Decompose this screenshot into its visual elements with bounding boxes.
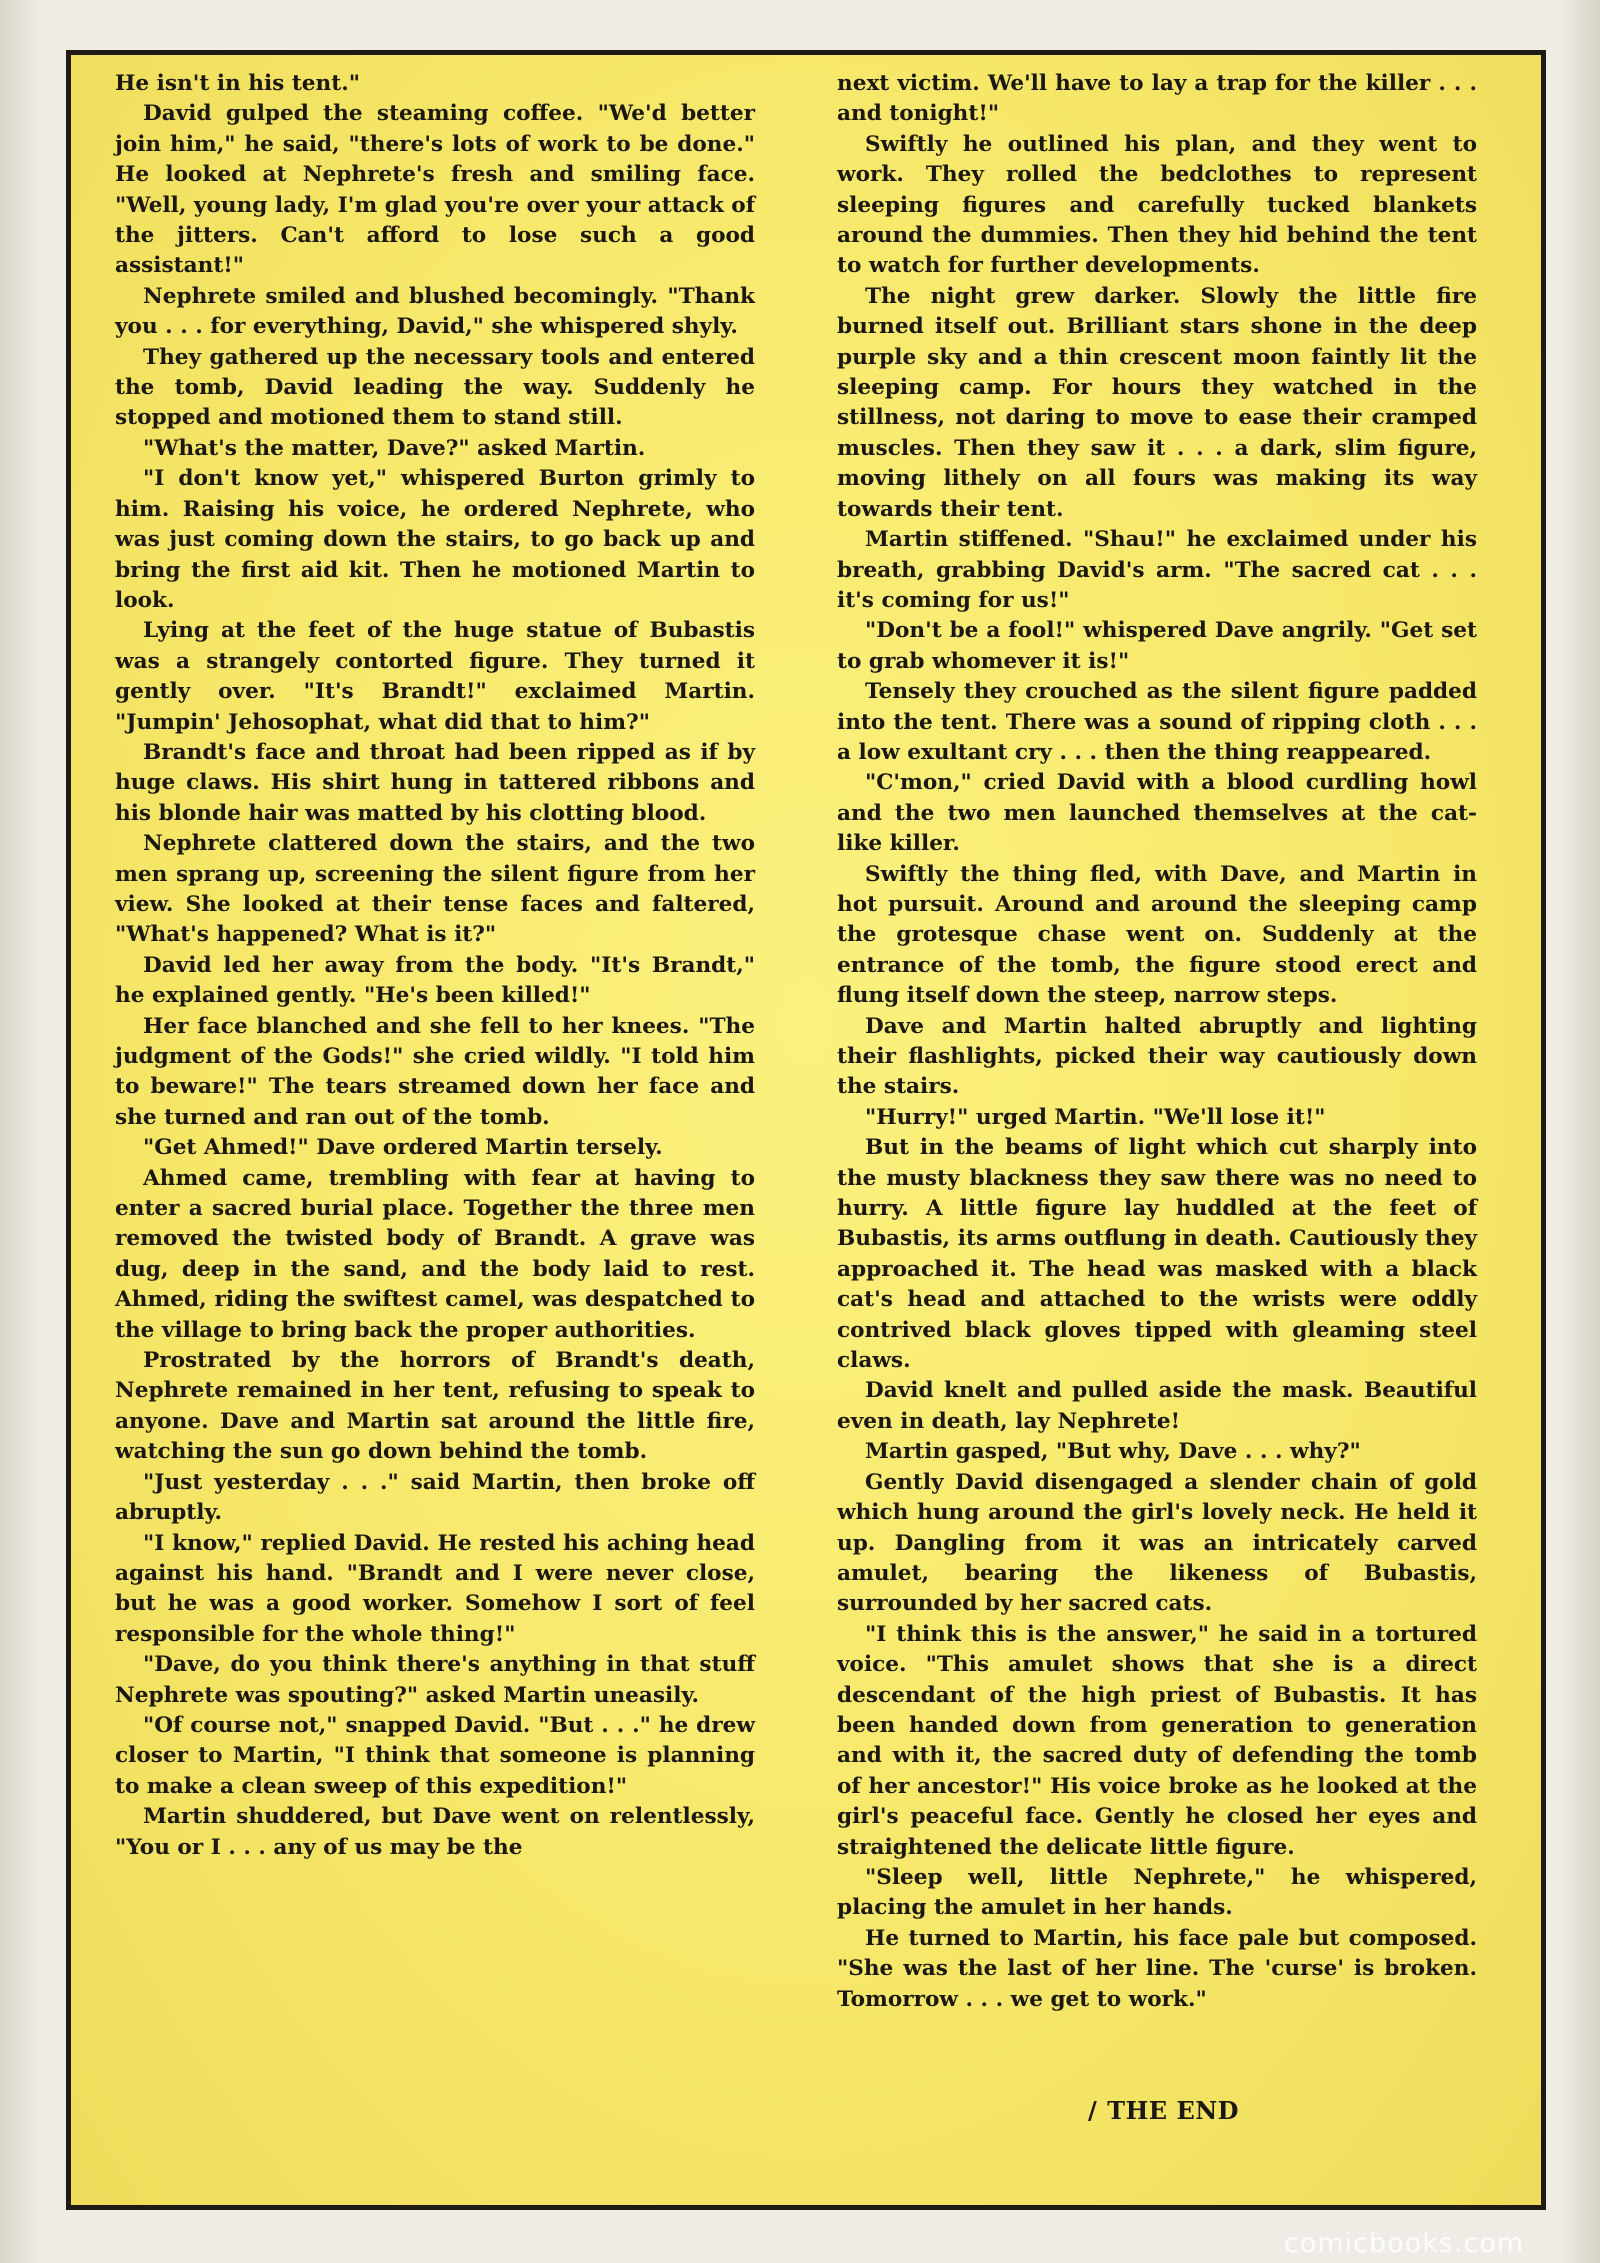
story-paragraph: He isn't in his tent.": [115, 71, 360, 96]
story-paragraph: Martin stiffened. "Shau!" he exclaimed under his breath, grabbing David's arm. "The sacred cat . . . it's coming for us!": [837, 527, 1477, 613]
story-paragraph: next victim. We'll have to lay a trap for the killer . . . and tonight!": [837, 71, 1477, 127]
story-paragraph: Brandt's face and throat had been ripped as if by huge claws. His shirt hung in tattered ribbons and his blonde hair was matted by his clotting blood.: [115, 739, 755, 826]
story-paragraph: The night grew darker. Slowly the little fire burned itself out. Brilliant stars shone in the deep purple sky and a thin crescent moon faintly lit the sleeping camp. For hours they watched in the stillness, not daring to move to ease their cramped muscles. Then they saw it . . . a dark, slim figure, moving lithely on all fours was making its way towards their tent.: [837, 283, 1477, 522]
story-paragraph: Her face blanched and she fell to her knees. "The judgment of the Gods!" she cried wildly. "I told him to beware!" The tears streamed down her face and she turned and ran out of the tomb.: [115, 1013, 755, 1130]
story-paragraph: "Don't be a fool!" whispered Dave angrily. "Get set to grab whomever it is!": [837, 618, 1477, 674]
end-slash-mark: /: [1088, 2096, 1098, 2125]
story-paragraph: Ahmed came, trembling with fear at having to enter a sacred burial place. Together the three men removed the twisted body of Brandt. A grave was dug, deep in the sand, and the body laid to rest. Ahmed, riding the swiftest camel, was despatched to the village to bring back the proper authorities.: [115, 1165, 755, 1343]
story-paragraph: Lying at the feet of the huge statue of Bubastis was a strangely contorted figure. They turned it gently over. "It's Brandt!" exclaimed Martin. "Jumpin' Jehosophat, what did that to him?": [115, 618, 755, 735]
story-paragraph: Martin gasped, "But why, Dave . . . why?": [865, 1439, 1361, 1465]
story-paragraph: Martin shuddered, but Dave went on relentlessly, "You or I . . . any of us may be the: [115, 1804, 755, 1860]
story-paragraph: They gathered up the necessary tools and entered the tomb, David leading the way. Suddenly he stopped and motioned them to stand still.: [115, 344, 755, 431]
story-paragraph: Prostrated by the horrors of Brandt's death, Nephrete remained in her tent, refusing to speak to anyone. Dave and Martin sat around the little fire, watching the sun go down behind the tomb.: [115, 1348, 755, 1465]
story-paragraph: "Dave, do you think there's anything in that stuff Nephrete was spouting?" asked Martin uneasily.: [115, 1652, 755, 1708]
story-paragraph: Swiftly the thing fled, with Dave, and Martin in hot pursuit. Around and around the sleeping camp the grotesque chase went on. Suddenly at the entrance of the tomb, the figure stood erect and flung itself down the steep, narrow steps.: [837, 861, 1477, 1009]
story-paragraph: David led her away from the body. "It's Brandt," he explained gently. "He's been killed!": [115, 952, 755, 1009]
story-paragraph: He turned to Martin, his face pale but composed. "She was the last of her line. The 'curse' is broken. Tomorrow . . . we get to work.": [837, 1925, 1477, 2012]
story-paragraph: Dave and Martin halted abruptly and lighting their flashlights, picked their way cautiously down the stairs.: [837, 1013, 1477, 1100]
site-watermark: comicbooks.com: [1284, 2228, 1525, 2259]
story-paragraph: "Get Ahmed!" Dave ordered Martin tersely.: [143, 1135, 663, 1161]
story-paragraph: "Just yesterday . . ." said Martin, then broke off abruptly.: [115, 1469, 755, 1526]
story-paragraph: "Hurry!" urged Martin. "We'll lose it!": [865, 1104, 1326, 1130]
story-paragraph: "What's the matter, Dave?" asked Martin.: [143, 435, 646, 461]
story-paragraph: Nephrete smiled and blushed becomingly. "Thank you . . . for everything, David," she whispered shyly.: [115, 283, 755, 340]
story-paragraph: David knelt and pulled aside the mask. Beautiful even in death, lay Nephrete!: [837, 1378, 1477, 1434]
story-text-panel: [66, 50, 1546, 2210]
story-paragraph: Swiftly he outlined his plan, and they went to work. They rolled the bedclothes to represent sleeping figures and carefully tucked blankets around the dummies. Then they hid behind the tent to watch for further developments.: [837, 131, 1477, 279]
left-text-column: [115, 69, 755, 2189]
story-paragraph: "C'mon," cried David with a blood curdling howl and the two men launched themselves at the cat-like killer.: [837, 770, 1477, 857]
story-paragraph: Tensely they crouched as the silent figure padded into the tent. There was a sound of ripping cloth . . . a low exultant cry . . . then the thing reappeared.: [837, 679, 1477, 765]
story-paragraph: Gently David disengaged a slender chain of gold which hung around the girl's lovely neck. He held it up. Dangling from it was an intricately carved amulet, bearing the likeness of Bubastis, surrounded by her sacred cats.: [837, 1469, 1477, 1617]
story-paragraph: Nephrete clattered down the stairs, and the two men sprang up, screening the silent figure from her view. She looked at their tense faces and faltered, "What's happened? What is it?": [115, 831, 755, 948]
story-paragraph: "I know," replied David. He rested his aching head against his hand. "Brandt and I were never close, but he was a good worker. Somehow I sort of feel responsible for the whole thing!": [115, 1530, 755, 1647]
story-paragraph: "I don't know yet," whispered Burton grimly to him. Raising his voice, he ordered Nephrete, who was just coming down the stairs, to go back up and bring the first aid kit. Then he motioned Martin to look.: [115, 466, 755, 613]
the-end-label: [1088, 2096, 1239, 2125]
story-paragraph: "Of course not," snapped David. "But . . ." he drew closer to Martin, "I think that someone is planning to make a clean sweep of this expedition!": [115, 1712, 755, 1799]
story-paragraph: David gulped the steaming coffee. "We'd better join him," he said, "there's lots of work to be done." He looked at Nephrete's fresh and smiling face. "Well, young lady, I'm glad you're over your attack of the jitters. Can't afford to lose such a good assistant!": [115, 101, 755, 279]
story-paragraph: But in the beams of light which cut sharply into the musty blackness they saw there was no need to hurry. A little figure lay huddled at the feet of Bubastis, its arms outflung in death. Cautiously they approached it. The head was masked with a black cat's head and attached to the wrists were oddly contrived black gloves tipped with gleaming steel claws.: [837, 1135, 1477, 1374]
right-text-column: [837, 69, 1477, 2189]
story-paragraph: "I think this is the answer," he said in a tortured voice. "This amulet shows that she is a direct descendant of the high priest of Bubastis. It has been handed down from generation to generation and with it, the sacred duty of defending the tomb of her ancestor!" His voice broke as he looked at the girl's peaceful face. Gently he closed her eyes and straightened the delicate little figure.: [837, 1621, 1477, 1860]
story-paragraph: "Sleep well, little Nephrete," he whispered, placing the amulet in her hands.: [837, 1864, 1477, 1921]
the-end-text: THE END: [1107, 2096, 1239, 2125]
